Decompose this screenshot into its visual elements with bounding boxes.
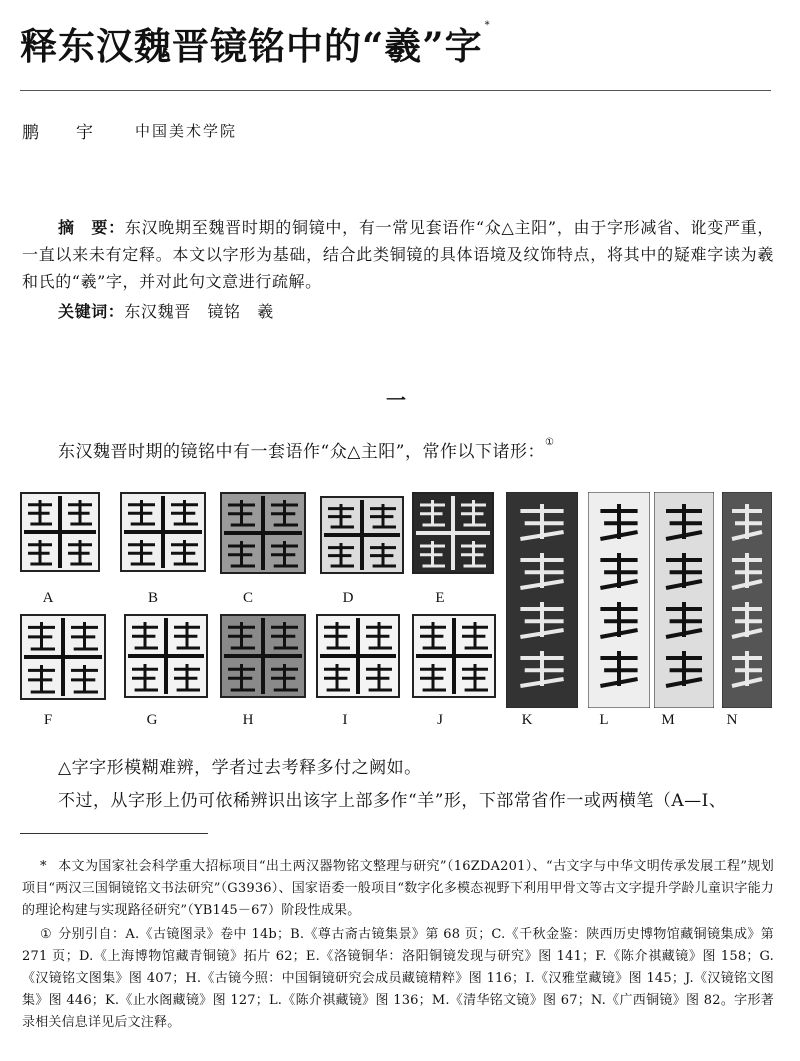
rubbing-image-a (20, 492, 100, 572)
rubbing-image-g (124, 614, 208, 698)
figure-label-g: G (146, 712, 158, 728)
keywords-line (22, 298, 774, 325)
footnote-sources: ① 分别引自：A.《古镜图录》卷中 14b；B.《尊古斋古镜集景》第 68 页；C.《千秋金鉴：陕西历史博物馆藏铜镜集成》第 271 页；D.《上海博物馆藏青铜镜》拓片 62；E.《洛镜铜华：洛阳铜镜发现与研究》图 141；F.《陈介祺藏镜》图 158；G.《汉镜铭文图集》图 407；H.《古镜今照：中国铜镜研究会成员藏镜精粹》图 116；I.《汉雅堂藏镜》图 145；J.《汉镜铭文图集》图 446；K.《止水阁藏镜》图 127；L.《陈介祺藏镜》图 136；M.《清华铭文镜》图 67；N.《广西铜镜》图 82。字形著录相关信息详见后文注释。 (22, 924, 774, 1034)
rubbing-image-f (20, 614, 106, 700)
author-affiliation: 中国美术学院 (135, 122, 238, 140)
figure-label-j: J (437, 712, 443, 728)
rubbing-image-i (316, 614, 400, 698)
figure-label-h: H (242, 712, 254, 728)
figure-label-a: A (42, 590, 54, 606)
keywords-text: 东汉魏晋 镜铭 羲 (124, 302, 274, 321)
body-paragraph-2: △字字形模糊难辨，学者过去考释多付之阙如。 (58, 758, 422, 778)
article-title: 释东汉魏晋镜铭中的“羲”字 * (20, 20, 491, 68)
rubbing-image-b (120, 492, 206, 572)
abstract-paragraph (22, 214, 774, 295)
author-name: 鹏 宇 (22, 123, 103, 143)
rubbing-image-l (588, 492, 650, 708)
abstract-text: 东汉晚期至魏晋时期的铜镜中，有一常见套语作“众△主阳”，由于字形减省、讹变严重，一直以来未有定释。本文以字形为基础，结合此类铜镜的具体语境及纹饰特点，将其中的疑难字读为羲和氏的“羲”字，并对此句文意进行疏解。 (22, 218, 774, 291)
footnote-mark: * (40, 859, 47, 874)
rubbing-image-n (722, 492, 772, 708)
rubbing-image-j (412, 614, 496, 698)
figure-label-b: B (147, 590, 158, 606)
body-paragraph-3: 不过，从字形上仍可依稀辨识出该字上部多作“羊”形，下部常省作一或两横笔（A—I、 (58, 791, 727, 811)
figure-label-n: N (726, 712, 738, 728)
figure-label-e: E (435, 590, 445, 606)
rubbing-image-k (506, 492, 578, 708)
rubbing-image-e (412, 492, 494, 574)
figure-label-l: L (599, 712, 609, 728)
footnote-mark: ① (40, 927, 52, 942)
section-heading: 一 (386, 388, 406, 412)
abstract-block (22, 214, 774, 325)
figure-label-d: D (342, 590, 354, 606)
figure-label-k: K (521, 712, 533, 728)
abstract-label: 摘 要： (58, 218, 125, 237)
footnote-funding: * 本文为国家社会科学重大招标项目“出土两汉器物铭文整理与研究”（16ZDA201）、“古文字与中华文明传承发展工程”规划项目“两汉三国铜镜铭文书法研究”（G3936）、国家语委一般项目“数字化多模态视野下利用甲骨文等古文字提升学龄儿童识字能力的理论构建与实现路径研究”（YB145－67）阶段性成果。 (22, 856, 774, 922)
figure-label-i: I (342, 712, 348, 728)
rubbing-image-h (220, 614, 306, 698)
footnote-divider (20, 833, 208, 834)
footnote-ref-1: ① (544, 437, 555, 448)
figure-label-f: F (43, 712, 53, 728)
figure-label-c: C (242, 590, 253, 606)
title-divider (20, 90, 771, 91)
keywords-label: 关键词： (58, 302, 125, 321)
rubbing-image-m (654, 492, 714, 708)
title-footnote-mark: * (484, 20, 491, 31)
rubbing-image-d (320, 496, 404, 574)
rubbing-figure (0, 488, 800, 728)
figure-label-m: M (661, 712, 675, 728)
body-paragraph-1: 东汉魏晋时期的镜铭中有一套语作“众△主阳”，常作以下诸形：① (58, 437, 555, 462)
rubbing-image-c (220, 492, 306, 574)
